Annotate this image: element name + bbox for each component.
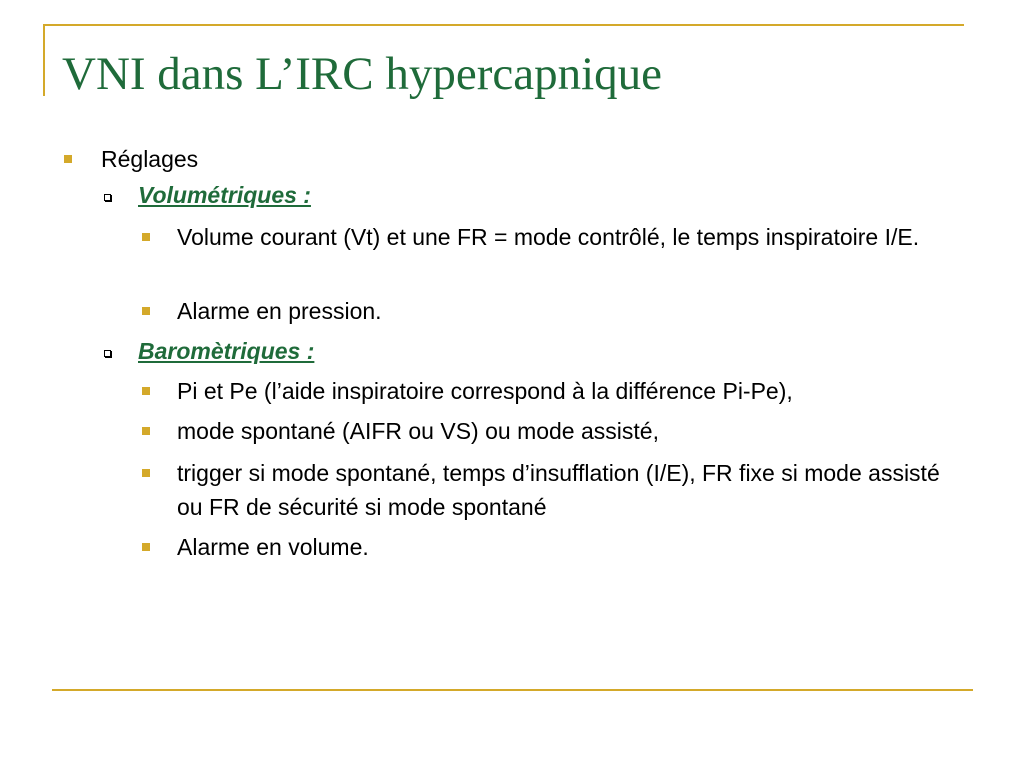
section-label: Réglages xyxy=(101,146,199,172)
list-item xyxy=(60,456,960,530)
list-item xyxy=(60,294,960,334)
bottom-divider-line xyxy=(52,689,973,691)
left-frame-line xyxy=(43,24,45,96)
barometric-heading: Baromètriques : xyxy=(138,338,315,364)
slide-title: VNI dans L’IRC hypercapnique xyxy=(62,48,662,100)
section-reglages xyxy=(60,142,960,178)
list-item xyxy=(60,374,960,414)
subsection-volumetric xyxy=(60,178,960,218)
square-bullet-icon xyxy=(142,427,150,435)
hollow-square-bullet-icon xyxy=(104,194,111,201)
list-item-text: Volume courant (Vt) et une FR = mode contrôlé, le temps inspiratoire I/E. xyxy=(177,224,920,250)
square-bullet-icon xyxy=(142,233,150,241)
top-frame-line xyxy=(43,24,964,26)
list-item-text: Alarme en volume. xyxy=(177,534,369,560)
volumetric-heading: Volumétriques : xyxy=(138,182,311,208)
square-bullet-icon xyxy=(64,155,72,163)
subsection-barometric xyxy=(60,334,960,374)
list-item-text: trigger si mode spontané, temps d’insufflation (I/E), FR fixe si mode assisté ou FR de sécurité si mode spontané xyxy=(177,460,940,520)
list-item xyxy=(60,220,960,294)
list-item-text: Alarme en pression. xyxy=(177,298,382,324)
list-item xyxy=(60,414,960,454)
slide-content xyxy=(60,142,960,570)
list-item xyxy=(60,530,960,570)
square-bullet-icon xyxy=(142,387,150,395)
square-bullet-icon xyxy=(142,469,150,477)
list-item-text: mode spontané (AIFR ou VS) ou mode assisté, xyxy=(177,418,659,444)
list-item-text: Pi et Pe (l’aide inspiratoire correspond à la différence Pi-Pe), xyxy=(177,378,793,404)
square-bullet-icon xyxy=(142,307,150,315)
hollow-square-bullet-icon xyxy=(104,350,111,357)
square-bullet-icon xyxy=(142,543,150,551)
